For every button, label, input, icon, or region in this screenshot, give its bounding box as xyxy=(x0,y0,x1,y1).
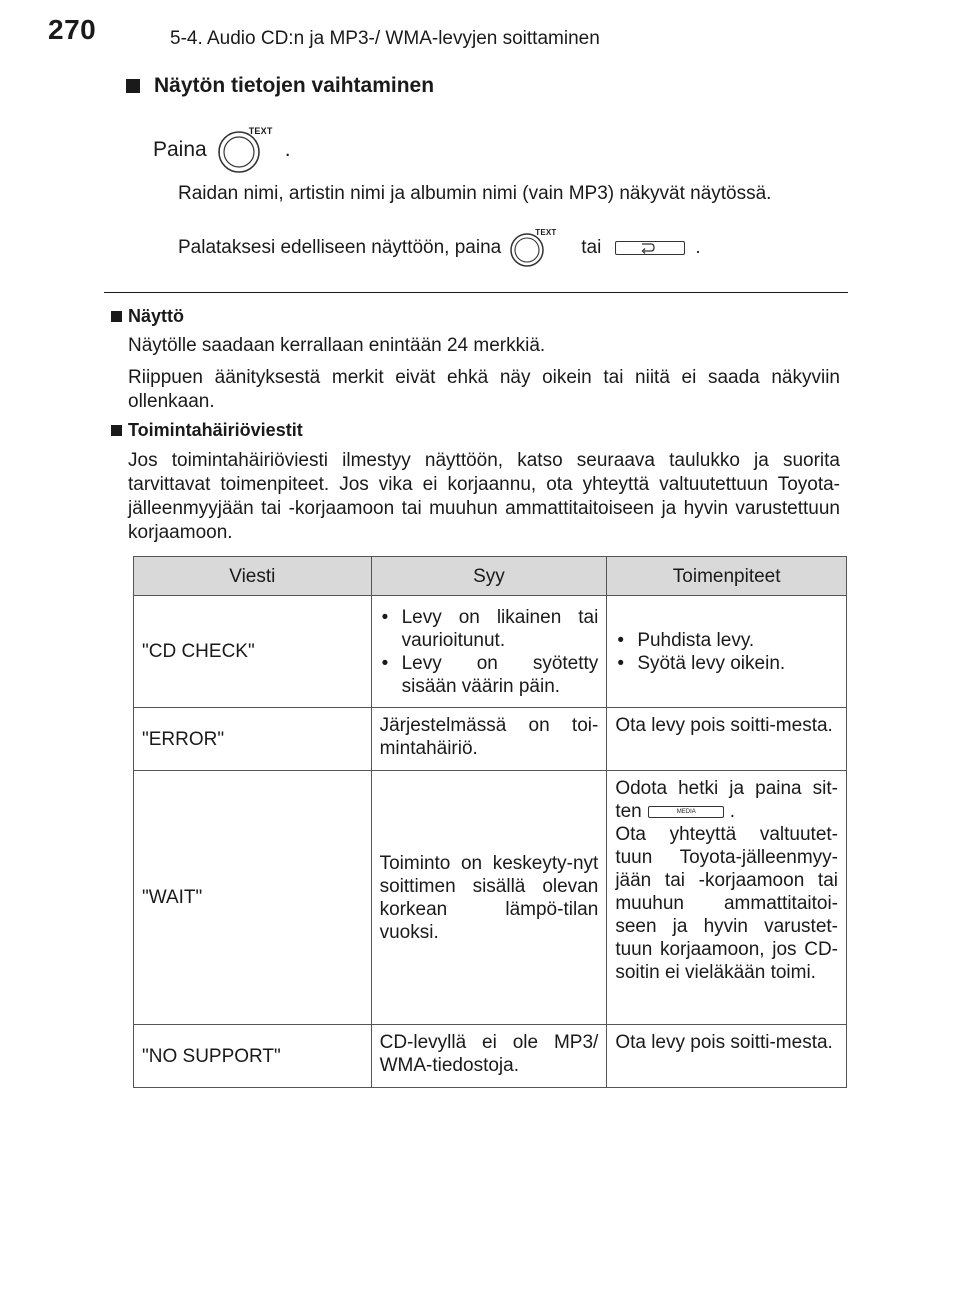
error-message-table xyxy=(133,556,847,1088)
list-item: • Syötä levy oikein. xyxy=(615,652,838,675)
display-note-p1: Näytölle saadaan kerrallaan enintään 24 merkkiä. xyxy=(128,335,546,356)
text-knob-label: TEXT xyxy=(535,228,557,237)
table-row xyxy=(134,1025,847,1088)
text-knob-icon xyxy=(217,126,279,174)
column-header-cause: Syy xyxy=(371,557,607,596)
text-knob-icon xyxy=(509,228,561,268)
cause-cell: Toiminto on keskeyty-nyt soittimen sisällä olevan korkean lämpö-tilan vuoksi. xyxy=(371,771,607,1025)
back-button-icon xyxy=(615,241,685,255)
action-cell: Ota levy pois soitti-mesta. xyxy=(607,1025,847,1088)
table-row xyxy=(134,596,847,708)
press-instruction xyxy=(153,126,291,174)
action-period: . xyxy=(729,801,736,822)
action-cell: Ota levy pois soitti-mesta. xyxy=(607,708,847,771)
errors-note-p: Jos toimintahäiriöviesti ilmestyy näyttöön, katso seuraava taulukko ja suorita tarvittavat toimenpiteet. Jos vika ei korjaannu, ota yhteyttä valtuutettuun Toyota-jälleenmyyjään tai -korjaamoon tai muuhun ammattitaitoiseen ja hyvin varustettuun korjaamoon. xyxy=(128,450,840,543)
page-number: 270 xyxy=(48,14,97,45)
table-row xyxy=(134,771,847,1025)
cause-cell: CD-levyllä ei ole MP3/ WMA-tiedostoja. xyxy=(371,1025,607,1088)
period: . xyxy=(695,237,701,258)
small-square-bullet-icon xyxy=(111,311,122,322)
press-label: Paina xyxy=(153,138,207,161)
section-title xyxy=(126,74,434,98)
small-square-bullet-icon xyxy=(111,425,122,436)
message-cell: "NO SUPPORT" xyxy=(134,1025,372,1088)
text-knob-label: TEXT xyxy=(248,126,273,136)
period: . xyxy=(284,138,291,161)
display-note-heading xyxy=(111,306,184,327)
section-divider xyxy=(104,292,848,293)
media-button-icon xyxy=(648,806,724,818)
column-header-message: Viesti xyxy=(134,557,372,596)
return-prefix: Palataksesi edelliseen näyttöön, paina xyxy=(178,237,502,258)
errors-heading-text: Toimintahäiriöviestit xyxy=(128,420,303,440)
action-cell xyxy=(607,596,847,708)
return-instruction xyxy=(178,228,701,268)
running-head: 5-4. Audio CD:n ja MP3-/ WMA-levyjen soittaminen xyxy=(170,28,600,49)
info-text: Raidan nimi, artistin nimi ja albumin nimi (vain MP3) näkyvät näytössä. xyxy=(178,183,772,204)
square-bullet-icon xyxy=(126,79,140,93)
errors-note-heading xyxy=(111,420,303,441)
list-item: • Levy on syötetty sisään väärin päin. xyxy=(380,652,599,698)
list-item: • Puhdista levy. xyxy=(615,629,838,652)
table-header-row xyxy=(134,557,847,596)
section-title-text: Näytön tietojen vaihtaminen xyxy=(154,74,435,97)
action-cell xyxy=(607,771,847,1025)
cause-cell: Järjestelmässä on toi-mintahäiriö. xyxy=(371,708,607,771)
media-button-label: MEDIA xyxy=(676,808,696,815)
message-cell: "ERROR" xyxy=(134,708,372,771)
list-item: • Levy on likainen tai vaurioitunut. xyxy=(380,606,599,652)
display-note-p2: Riippuen äänityksestä merkit eivät ehkä näy oikein tai niitä ei saada näkyviin ollenkaan. xyxy=(128,367,840,412)
action-rest: Ota yhteyttä valtuutet-tuun Toyota-jälleenmyy-jään tai -korjaamoon tai muuhun ammattitaitoi-seen ja hyvin varustet-tuun korjaamoon, jos CD-soitin ei vieläkään toimi. xyxy=(615,824,838,983)
display-heading-text: Näyttö xyxy=(128,306,185,326)
column-header-action: Toimenpiteet xyxy=(607,557,847,596)
cause-cell xyxy=(371,596,607,708)
table-row xyxy=(134,708,847,771)
message-cell: "CD CHECK" xyxy=(134,596,372,708)
or-word: tai xyxy=(581,237,602,258)
action-prefix: Odota hetki ja paina sit-ten xyxy=(615,778,838,822)
message-cell: "WAIT" xyxy=(134,771,372,1025)
